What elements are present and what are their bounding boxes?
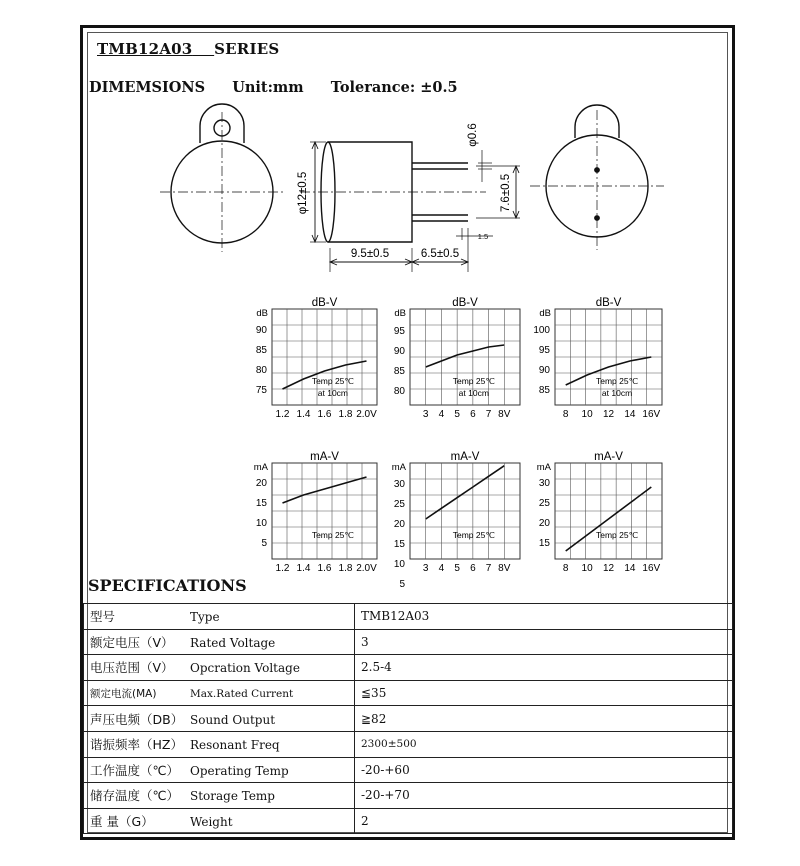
chart-xtick-label: 4 — [438, 409, 445, 420]
chart-xtick-label: 1.6 — [317, 409, 332, 420]
row-value: ≧82 — [355, 706, 733, 732]
row-value: -20-+70 — [355, 783, 733, 809]
chart-ytick-label: 80 — [255, 365, 267, 376]
table-row — [84, 757, 733, 783]
row-label-en: Sound Output — [190, 712, 276, 727]
row-label-en: Type — [190, 610, 220, 625]
table-row — [84, 680, 733, 706]
chart-xtick-label: 8 — [562, 409, 569, 420]
chart-ylabel: dB — [539, 308, 551, 319]
rear-view-drawing — [530, 105, 664, 250]
chart-xtick-label: 8V — [498, 563, 511, 574]
chart-note: Temp 25℃ — [452, 375, 495, 386]
diameter-dimension: φ12±0.5 — [297, 171, 309, 215]
chart-ytick-label: 80 — [393, 386, 405, 397]
row-value: 3 — [355, 629, 733, 655]
chart-note: Temp 25℃ — [311, 529, 354, 540]
dimensions-label: DIMEMSIONS — [89, 79, 206, 96]
chart-xtick-label: 1.8 — [338, 563, 353, 574]
side-view-drawing — [300, 142, 520, 272]
chart-xtick-label: 10 — [581, 563, 593, 574]
chart-ytick-label: 95 — [538, 345, 550, 356]
chart-note: Temp 25℃ — [311, 375, 354, 386]
chart-ylabel: mA — [253, 462, 268, 473]
table-row — [84, 655, 733, 681]
chart-xtick-label: 10 — [581, 409, 593, 420]
row-label-zh: 声压电频（DB） — [90, 711, 184, 727]
row-value: 2.5-4 — [355, 655, 733, 681]
performance-charts — [254, 297, 662, 590]
chart-xtick-label: 16V — [642, 409, 661, 420]
chart-xtick-label: 6 — [470, 563, 476, 574]
row-label-zh: 谐振频率（HZ） — [90, 737, 183, 753]
chart-ytick-label: 30 — [393, 479, 405, 490]
chart-xtick-label: 14 — [624, 563, 636, 574]
row-value: 2300±500 — [355, 731, 733, 757]
row-label-zh: 额定电压（V） — [90, 634, 174, 650]
row-label-en: Weight — [190, 815, 233, 830]
chart-series-line — [566, 487, 652, 551]
series-label: SERIES — [214, 40, 280, 58]
chart-ytick-label: 5 — [399, 579, 405, 590]
chart-series-line — [283, 477, 367, 503]
table-row — [84, 706, 733, 732]
chart-ytick-label: 15 — [538, 538, 550, 549]
chart-note: at 10cm — [601, 387, 633, 398]
chart-xtick-label: 2.0V — [356, 409, 377, 420]
pin-tip-dimension: 1.5 — [477, 232, 489, 241]
chart-ytick-label: 85 — [255, 345, 267, 356]
specifications-heading: SPECIFICATIONS — [88, 576, 247, 595]
chart-xtick-label: 6 — [470, 409, 476, 420]
chart-ytick-label: 90 — [255, 325, 267, 336]
chart-note: Temp 25℃ — [452, 529, 495, 540]
chart-ytick-label: 85 — [393, 366, 405, 377]
chart-ytick-label: 20 — [393, 519, 405, 530]
tolerance-label: Tolerance: ±0.5 — [330, 79, 458, 96]
row-label-en: Max.Rated Current — [190, 687, 294, 700]
chart-note: Temp 25℃ — [595, 529, 639, 540]
chart-xtick-label: 1.4 — [296, 409, 311, 420]
chart-xtick-label: 5 — [454, 563, 460, 574]
chart-ytick-label: 75 — [255, 385, 267, 396]
specifications-table — [83, 603, 733, 834]
row-label-zh: 重 量（G） — [90, 814, 154, 830]
chart-ytick-label: 25 — [393, 499, 405, 510]
row-label-zh: 额定电流(MA) — [90, 687, 157, 700]
table-row — [84, 629, 733, 655]
table-row — [84, 604, 733, 630]
chart-xtick-label: 7 — [485, 409, 492, 420]
chart-ytick-label: 15 — [393, 539, 405, 550]
chart-ytick-label: 95 — [393, 326, 405, 337]
model-name: TMB12A03 — [97, 40, 193, 58]
chart-xtick-label: 4 — [438, 563, 445, 574]
chart-ytick-label: 100 — [533, 325, 550, 336]
table-row — [84, 808, 733, 834]
chart-xtick-label: 8 — [562, 563, 569, 574]
row-value: TMB12A03 — [355, 604, 733, 630]
chart-xtick-label: 1.2 — [275, 409, 290, 420]
chart-ytick-label: 20 — [538, 518, 550, 529]
chart-xtick-label: 5 — [454, 409, 460, 420]
chart-xtick-label: 1.2 — [275, 563, 290, 574]
row-label-en: Rated Voltage — [190, 635, 276, 650]
chart-xtick-label: 14 — [624, 409, 636, 420]
chart-note: Temp 25℃ — [595, 375, 639, 386]
chart-title: dB-V — [311, 297, 338, 309]
chart-xtick-label: 8V — [498, 409, 511, 420]
chart-title: mA-V — [310, 451, 339, 463]
chart-note: at 10cm — [317, 387, 349, 398]
chart-xtick-label: 1.8 — [338, 409, 353, 420]
chart-xtick-label: 12 — [602, 409, 615, 420]
row-value: 2 — [355, 808, 733, 834]
body-height-dimension: 9.5±0.5 — [350, 248, 390, 260]
row-label-en: Operating Temp — [190, 763, 289, 778]
chart-ytick-label: 10 — [255, 518, 267, 529]
chart-xtick-label: 3 — [422, 563, 429, 574]
chart-ylabel: mA — [536, 462, 551, 473]
chart-ytick-label: 90 — [538, 365, 550, 376]
row-label-en: Storage Temp — [190, 789, 275, 804]
table-row — [84, 731, 733, 757]
chart-ytick-label: 30 — [538, 478, 550, 489]
chart-series-line — [426, 345, 505, 367]
chart-xtick-label: 12 — [602, 563, 615, 574]
chart-ylabel: mA — [391, 462, 406, 473]
chart-xtick-label: 3 — [422, 409, 429, 420]
chart-title: mA-V — [450, 451, 480, 463]
chart-ytick-label: 25 — [538, 498, 550, 509]
row-value: ≦35 — [355, 680, 733, 706]
row-label-en: Resonant Freq — [190, 738, 280, 753]
pin-spacing-dimension: 7.6±0.5 — [500, 173, 512, 213]
front-view-drawing — [160, 104, 284, 252]
row-label-zh: 电压范围（V） — [90, 660, 174, 676]
chart-ytick-label: 5 — [261, 538, 267, 549]
chart-title: mA-V — [594, 451, 623, 463]
row-label-en: Opcration Voltage — [190, 661, 300, 676]
chart-xtick-label: 1.4 — [296, 563, 311, 574]
chart-ytick-label: 85 — [538, 385, 550, 396]
pin-diameter-dimension: φ0.6 — [467, 123, 479, 147]
chart-ytick-label: 15 — [255, 498, 267, 509]
chart-ytick-label: 10 — [393, 559, 405, 570]
chart-title: dB-V — [452, 297, 478, 309]
row-value: -20-+60 — [355, 757, 733, 783]
chart-note: at 10cm — [458, 387, 489, 398]
chart-ytick-label: 20 — [255, 478, 267, 489]
chart-ytick-label: 90 — [393, 346, 405, 357]
chart-ylabel: dB — [256, 308, 268, 319]
row-label-zh: 型号 — [90, 609, 116, 625]
chart-xtick-label: 1.6 — [317, 563, 332, 574]
chart-xtick-label: 16V — [642, 563, 661, 574]
row-label-zh: 储存温度（℃） — [90, 788, 180, 804]
row-label-zh: 工作温度（℃） — [90, 762, 180, 778]
chart-xtick-label: 2.0V — [356, 563, 377, 574]
chart-ylabel: dB — [394, 308, 406, 319]
chart-title: dB-V — [595, 297, 622, 309]
chart-xtick-label: 7 — [485, 563, 492, 574]
table-row — [84, 783, 733, 809]
pin-length-dimension: 6.5±0.5 — [420, 248, 460, 260]
unit-label: Unit:mm — [232, 79, 304, 96]
